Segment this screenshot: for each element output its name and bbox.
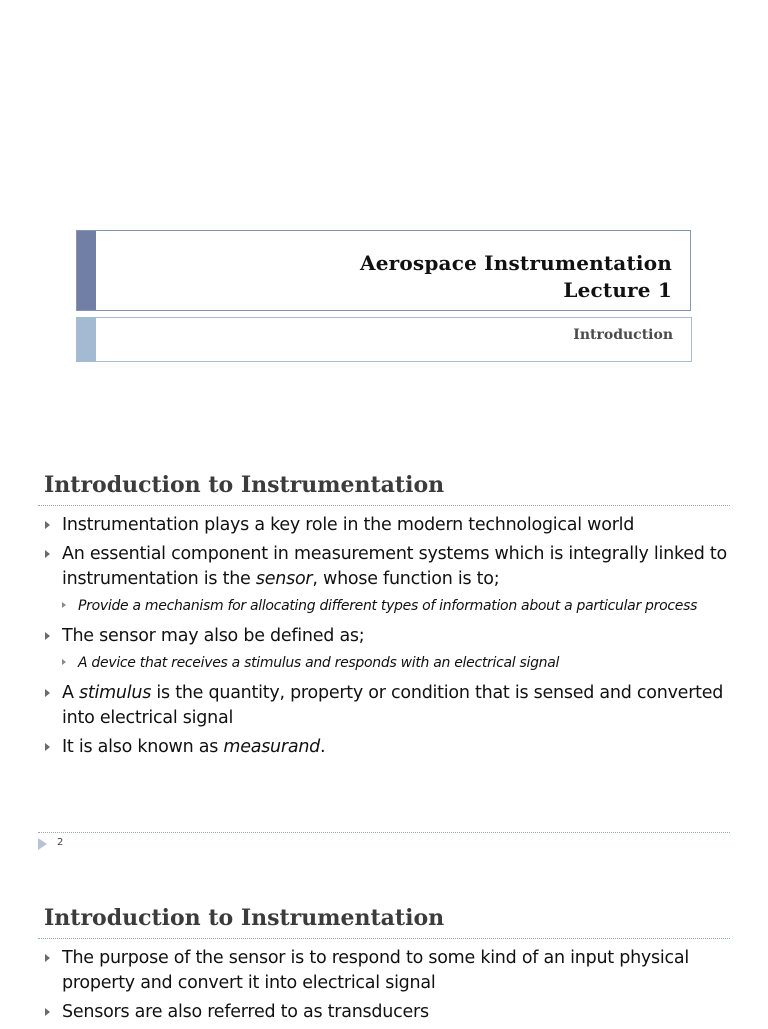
sub-bullet-text: Provide a mechanism for allocating different types of information about a particular process	[78, 598, 698, 614]
footer-arrow-icon	[38, 838, 47, 850]
bullet-text: A	[62, 683, 80, 703]
title-accent-bar	[77, 231, 96, 310]
bullet-item	[44, 1000, 734, 1025]
bullet-text: property and convert it into electrical signal	[62, 973, 436, 993]
bullet-text: is the quantity, property or condition that is sensed and converted	[151, 683, 724, 703]
slide-main-title	[360, 250, 672, 304]
emphasis-stimulus: stimulus	[79, 683, 152, 703]
sub-bullet-text: A device that receives a stimulus and responds with an electrical signal	[78, 655, 560, 671]
bullet-text: The purpose of the sensor is to respond to some kind of an input physical	[62, 948, 689, 968]
slide-2-title-divider	[38, 505, 730, 506]
bullet-item	[44, 624, 734, 649]
sub-bullet-item	[44, 596, 734, 616]
emphasis-measurand: measurand	[223, 737, 321, 757]
bullet-arrow-icon	[45, 1008, 50, 1016]
bullet-arrow-icon	[45, 632, 50, 640]
bullet-item	[44, 735, 734, 760]
title-line-1: Aerospace Instrumentation	[359, 251, 672, 275]
bullet-item	[44, 513, 734, 538]
bullet-text: .	[320, 737, 326, 757]
bullet-arrow-icon	[45, 689, 50, 697]
slide-3-title-divider	[38, 938, 730, 939]
slide-3-title: Introduction to Instrumentation	[44, 905, 445, 931]
bullet-item	[44, 946, 734, 996]
bullet-item	[44, 681, 734, 731]
title-box	[76, 230, 691, 311]
slide-2-footer-divider	[38, 832, 730, 833]
emphasis-sensor: sensor	[255, 569, 313, 589]
bullet-arrow-icon	[45, 521, 50, 529]
sub-bullet-item	[44, 653, 734, 673]
bullet-text: instrumentation is the	[62, 569, 256, 589]
bullet-text: into electrical signal	[62, 708, 234, 728]
bullet-arrow-icon	[45, 743, 50, 751]
slide-3-bullet-list	[44, 946, 734, 1029]
bullet-text: The sensor may also be defined as;	[62, 626, 365, 646]
bullet-text: An essential component in measurement systems which is integrally linked to	[62, 544, 727, 564]
bullet-arrow-icon	[45, 954, 50, 962]
bullet-text: , whose function is to;	[312, 569, 500, 589]
bullet-arrow-icon	[45, 550, 50, 558]
sub-bullet-arrow-icon	[62, 659, 66, 665]
bullet-text: It is also known as	[62, 737, 224, 757]
bullet-item	[44, 542, 734, 592]
slide-subtitle: Introduction	[573, 327, 673, 343]
title-line-2: Lecture 1	[563, 278, 672, 302]
subtitle-accent-bar	[77, 318, 96, 361]
slide-2-bullet-list	[44, 513, 734, 764]
subtitle-box	[76, 317, 692, 362]
slide-2-title: Introduction to Instrumentation	[44, 472, 445, 498]
bullet-text: Instrumentation plays a key role in the modern technological world	[62, 515, 635, 535]
bullet-text: Sensors are also referred to as transducers	[62, 1002, 429, 1022]
page-number: 2	[57, 837, 64, 848]
sub-bullet-arrow-icon	[62, 602, 66, 608]
